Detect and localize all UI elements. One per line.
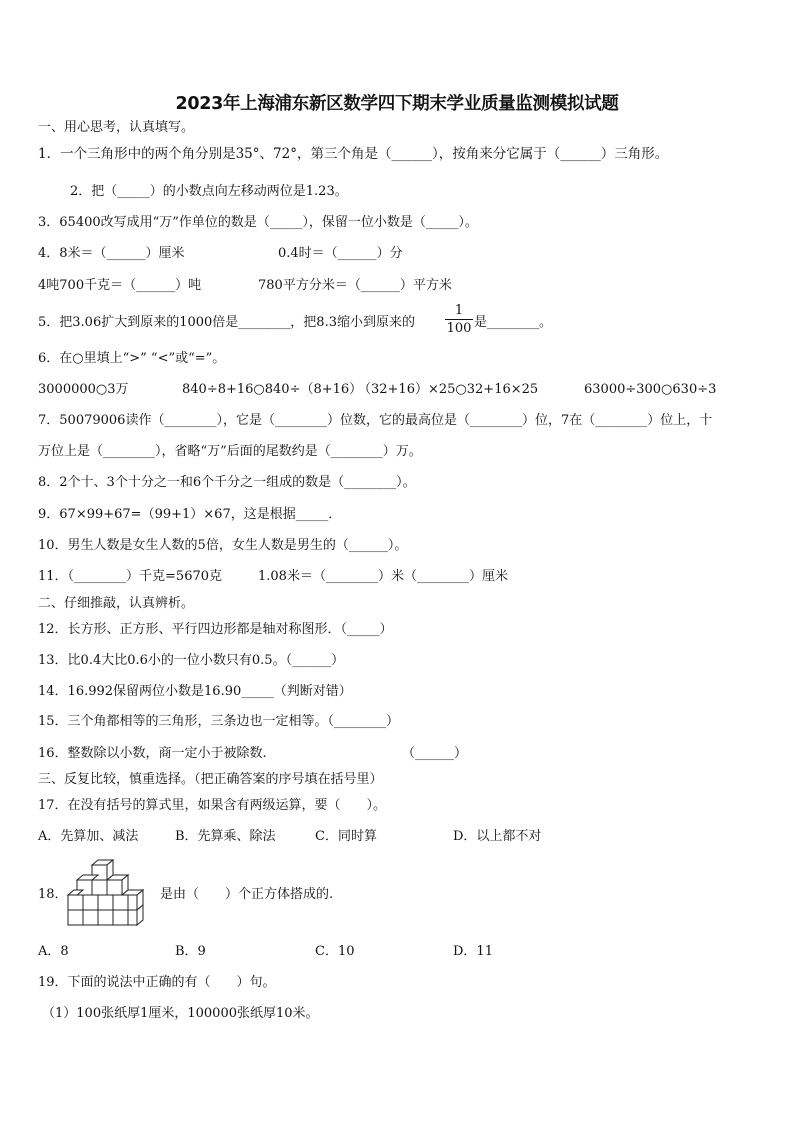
section-2-heading: 二、仔细推敲，认真辨析。 <box>38 596 195 611</box>
question-18-option-c: C．10 <box>315 944 355 959</box>
question-11-part-a: 11．（________）千克=5670克 <box>38 569 223 584</box>
question-18-option-d: D．11 <box>453 944 493 959</box>
question-18-text: 是由（ ）个正方体搭成的. <box>160 887 334 902</box>
fraction-one-hundredth <box>445 303 473 336</box>
question-4-part-a: 4．8米＝（______）厘米 <box>38 246 185 261</box>
question-17-option-a: A．先算加、减法 <box>38 829 139 844</box>
question-13: 13．比0.4大比0.6小的一位小数只有0.5。（______） <box>38 653 345 668</box>
cube-front-face <box>98 910 113 925</box>
cube-front-face <box>68 910 83 925</box>
question-10: 10．男生人数是女生人数的5倍，女生人数是男生的（______）。 <box>38 538 408 553</box>
section-1-heading: 一、用心思考，认真填写。 <box>38 120 195 135</box>
question-12: 12．长方形、正方形、平行四边形都是轴对称图形．（_____） <box>38 622 393 637</box>
stacked-cubes-figure <box>66 857 152 927</box>
question-5-part-b: 是________。 <box>474 315 553 330</box>
question-15: 15．三个角都相等的三角形，三条边也一定相等。（________） <box>38 714 400 729</box>
question-19-statement-1: （1）100张纸厚1厘米，100000张纸厚10米。 <box>42 1006 319 1021</box>
fraction-numerator: 1 <box>454 303 464 318</box>
cube-front-face <box>83 895 98 910</box>
cube-front-face <box>113 895 128 910</box>
question-4-part-c: 4吨700千克＝（______）吨 <box>38 278 202 293</box>
cube-front-face <box>107 880 122 895</box>
question-17-option-d: D．以上都不对 <box>453 829 542 844</box>
question-16-statement: 16．整数除以小数，商一定小于被除数. <box>38 746 267 761</box>
fraction-denominator: 100 <box>446 321 472 336</box>
fraction-bar <box>445 319 473 320</box>
question-7-line-1: 7．50079006读作（________），它是（________）位数，它的最高位是（________）位，7在（________）位上，十 <box>38 413 713 428</box>
question-18-number: 18． <box>38 887 68 902</box>
question-5-part-a: 5．把3.06扩大到原来的1000倍是________，把8.3缩小到原来的 <box>38 315 415 330</box>
question-16-answer-blank: （______） <box>402 746 468 761</box>
question-7-line-2: 万位上是（________），省略“万”后面的尾数约是（________）万。 <box>38 444 422 459</box>
question-2: 2．把（_____）的小数点向左移动两位是1.23。 <box>70 184 348 199</box>
question-6: 6．在○里填上“>” “<”或“=”。 <box>38 351 226 366</box>
question-17-option-b: B．先算乘、除法 <box>175 829 276 844</box>
question-17-option-c: C．同时算 <box>315 829 377 844</box>
question-14: 14．16.992保留两位小数是16.90_____（判断对错） <box>38 684 352 699</box>
section-3-heading: 三、反复比较，慎重选择。（把正确答案的序号填在括号里） <box>38 772 383 787</box>
question-6-item-b: 840÷8+16○840÷（8+16） <box>182 382 363 397</box>
question-8: 8．2个十、3个十分之一和6个千分之一组成的数是（________）。 <box>38 475 416 490</box>
cube-front-face <box>98 895 113 910</box>
question-6-item-d: 63000÷300○630÷3 <box>584 382 717 397</box>
question-9: 9．67×99+67=（99+1）×67，这是根据_____． <box>38 507 342 522</box>
question-3: 3．65400改写成用“万”作单位的数是（_____），保留一位小数是（_____）。 <box>38 215 478 230</box>
cube-front-face <box>128 910 137 925</box>
question-19: 19．下面的说法中正确的有（ ）句。 <box>38 975 276 990</box>
cube-front-face <box>113 910 128 925</box>
cube-front-face <box>92 880 107 895</box>
question-18-option-a: A．8 <box>38 944 69 959</box>
cube-front-face <box>68 895 83 910</box>
question-17: 17．在没有括号的算式里，如果含有两级运算，要（ ）。 <box>38 798 387 813</box>
cube-front-face <box>128 895 137 910</box>
page-title: 2023年上海浦东新区数学四下期末学业质量监测模拟试题 <box>175 94 619 114</box>
question-18-option-b: B．9 <box>175 944 206 959</box>
question-4-part-d: 780平方分米＝（______）平方米 <box>258 278 452 293</box>
question-1: 1．一个三角形中的两个角分别是35°、72°，第三个角是（______），按角来分它属于（______）三角形。 <box>38 146 669 162</box>
question-6-item-c: （32+16）×25○32+16×25 <box>358 382 539 397</box>
question-6-item-a: 3000000○3万 <box>38 382 129 397</box>
question-4-part-b: 0.4时＝（______）分 <box>278 246 403 261</box>
cube-front-face <box>83 910 98 925</box>
question-11-part-b: 1.08米＝（________）米（________）厘米 <box>258 569 508 584</box>
